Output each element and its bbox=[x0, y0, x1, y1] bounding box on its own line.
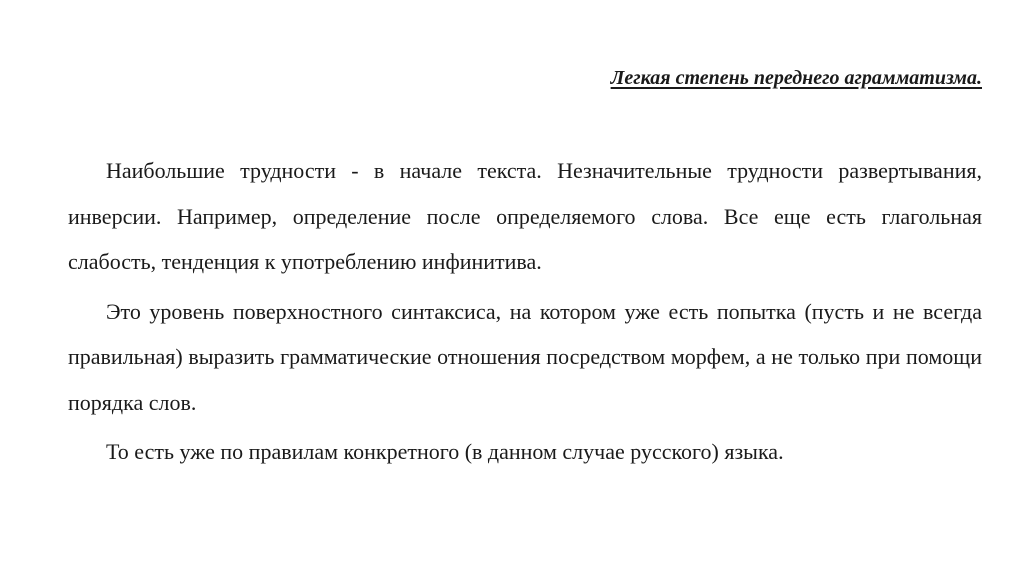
slide-title: Легкая степень переднего аграмматизма. bbox=[610, 67, 982, 89]
paragraph: Это уровень поверхностного синтаксиса, на котором уже есть попытка (пусть и не всегда правильная) выразить грамматические отношения посредством морфем, а не только при помощи порядка слов. bbox=[68, 298, 982, 415]
paragraph: Наибольшие трудности - в начале текста. Незначительные трудности развертывания, инверсии. Например, определение после определяемого слова. Все еще есть глагольная слабость, тенденция к употреблению инфинитива. bbox=[68, 158, 982, 274]
paragraph: То есть уже по правилам конкретного (в данном случае русского) языка. bbox=[106, 439, 784, 464]
slide-body bbox=[68, 148, 982, 479]
